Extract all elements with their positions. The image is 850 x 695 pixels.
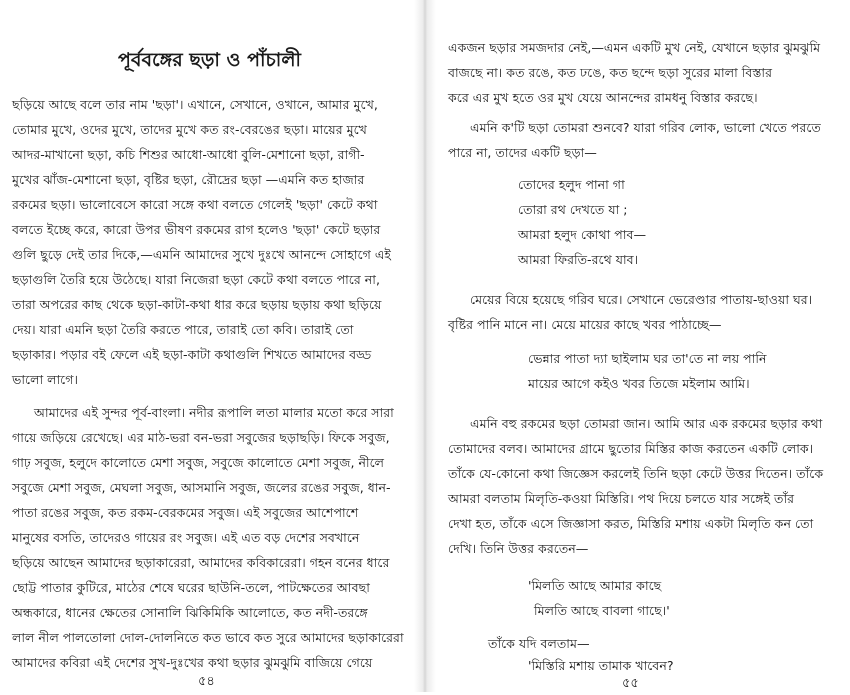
verse-line: মিলতি আছে বাবলা গাছে।' <box>534 603 670 618</box>
text-line: ছড়িয়ে আছে বলে তার নাম 'ছড়া'। এখানে, সেখানে, ওখানে, আমার মুখে, <box>12 97 378 112</box>
text-line: গায়ে জড়িয়ে রেখেছে। এর মাঠ-ভরা বন-ভরা সবুজের ছড়াছড়ি। ফিকে সবুজ, <box>12 430 390 445</box>
left-page <box>0 0 414 692</box>
text-line: দেখা হত, তাঁকে এসে জিজ্ঞাসা করত, মিস্তিরি মশায় একটা মিলৃতি কন তো <box>448 516 814 531</box>
text-line: গাঢ় সবুজ, হলুদে কালোতে মেশা সবুজ, সবুজে কালোতে মেশা সবুজ, নীলে <box>12 455 385 470</box>
text-line: তোমার মুখে, ওদের মুখে, তাদের মুখে কত রং-বেরঙের ছড়া। মায়ের মুখে <box>12 122 367 137</box>
text-line: সবুজে মেশা সবুজ, মেঘলা সবুজ, আসমানি সবুজ, জলের রঙের সবুজ, ধান- <box>12 480 391 495</box>
text-line: তাঁকে যদি বলতাম— <box>488 636 590 651</box>
book-gutter <box>414 0 436 692</box>
chapter-title: পূর্ববঙ্গের ছড়া ও পাঁচালী <box>118 49 301 71</box>
verse-line: 'মিলতি আছে আমার কাছে <box>528 578 662 593</box>
text-line: এমনি বহু রকমের ছড়া তোমরা জান। আমি আর এক রকমের ছড়ার কথা <box>470 416 823 431</box>
text-line: তোমাদের বলব। আমাদের গ্রামে ছুতোর মিস্তির কাজ করতেন একটি লোক। <box>448 441 814 456</box>
text-line: ছড়াকার। পড়ার বই ফেলে এই ছড়া-কাটা কথাগুলি শিখতে আমাদের বড্ড <box>12 347 372 362</box>
text-line: গুলি ছুড়ে দেই তার দিকে,—এমনি আমাদের সুখে দুঃখে আনন্দে সোহাগে এই <box>12 247 391 262</box>
text-line: পারে না, তাদের একটি ছড়া— <box>448 145 597 160</box>
page-number: ৫৫ <box>622 676 639 691</box>
text-line: ছোট্ট পাতার কুটিরে, মাঠের শেষে ঘরের ছাউনি-তলে, পাটক্ষেতের আবছা <box>12 580 370 595</box>
text-line: বাজছে না। কত রঙে, কত ঢঙে, কত ছন্দে ছড়া সুরের মালা বিস্তার <box>448 65 772 80</box>
text-line: ছড়িয়ে আছেন আমাদের ছড়াকারেরা, আমাদের কবিকারেরা। গহন বনের ধারে <box>12 555 390 570</box>
text-line: মুখের ঝাঁজ-মেশানো ছড়া, বৃষ্টির ছড়া, রৌদ্রের ছড়া —এমনি কত হাজার <box>12 172 365 187</box>
page-number: ৫৪ <box>198 674 215 689</box>
text-line: লাল নীল পালতোলা দোল-দোলনিতে কত ভাবে কত সুরে আমাদের ছড়াকারেরা <box>12 630 404 645</box>
text-line: আমাদের কবিরা এই দেশের সুখ-দুঃখের কথা ছড়ার ঝুমঝুমি বাজিয়ে গেয়ে <box>12 655 373 670</box>
text-line: বৃষ্টির পানি মানে না। মেয়ে মায়ের কাছে খবর পাঠাচ্ছে— <box>448 317 722 332</box>
text-line: দেয়। যারা এমনি ছড়া তৈরি করতে পারে, তারাই তো কবি। তারাই তো <box>12 322 354 337</box>
text-line: মানুষের বসতি, তাদেরও গায়ের রং সবুজ। এই এত বড় দেশের সবখানে <box>12 530 360 545</box>
text-line: ভালো লাগে। <box>12 372 78 387</box>
verse-line: আমরা হলুদ কোথা পাব— <box>518 227 647 242</box>
text-line: পাতা রঙের সবুজ, কত রকম-বেরকমের সবুজ। এই সবুজের আশেপাশে <box>12 505 359 520</box>
text-line: তাঁকে যে-কোনো কথা জিজ্ঞেস করলেই তিনি ছড়া কেটে উত্তর দিতেন। তাঁকে <box>448 466 824 481</box>
verse-line: তোরা রথ দেখতে যা ; <box>518 202 628 217</box>
text-line: একজন ছড়ার সমজদার নেই,—এমন একটি মুখ নেই, যেখানে ছড়ার ঝুমঝুমি <box>448 40 821 55</box>
text-line: তারা অপরের কাছ থেকে ছড়া-কাটা-কথা ধার করে ছড়ায় ছড়ায় কথা ছড়িয়ে <box>12 297 382 312</box>
verse-line: তোদের হলুদ পানা গা <box>518 177 625 192</box>
text-line: বলতে ইচ্ছে করে, কারো উপর ভীষণ রকমের রাগ হলেও 'ছড়া' কেটে ছড়ার <box>12 222 381 237</box>
text-line: অন্ধকারে, ধানের ক্ষেতের সোনালি ঝিকিমিকি আলোতে, কত নদী-তরঙ্গে <box>12 605 368 620</box>
verse-line: মায়ের আগে কইও খবর তিজে মইলাম আমি। <box>528 376 750 391</box>
text-line: দেখি। তিনি উত্তর করতেন— <box>448 541 589 556</box>
text-line: আদর-মাখানো ছড়া, কচি শিশুর আধো-আধো বুলি-মেশানো ছড়া, রাগী- <box>12 147 365 162</box>
text-line: রকমের ছড়া। ভালোবেসে কারো সঙ্গে কথা বলতে গেলেই 'ছড়া' কেটে কথা <box>12 197 378 212</box>
text-line: আমরা বলতাম মিলৃতি-কওয়া মিস্তিরি। পথ দিয়ে চলতে যার সঙ্গেই তাঁর <box>448 491 795 506</box>
text-line: ছড়াগুলি তৈরি হয়ে উঠেছে। যারা নিজেরা ছড়া কেটে কথা বলতে পারে না, <box>12 272 380 287</box>
text-line: মেয়ের বিয়ে হয়েছে গরিব ঘরে। সেখানে ভেরেণ্ডার পাতায়-ছাওয়া ঘর। <box>470 292 813 307</box>
text-line: আমাদের এই সুন্দর পূর্ব-বাংলা। নদীর রূপালি লতা মালার মতো করে সারা <box>34 405 394 420</box>
text-line: করে এর মুখ হতে ওর মুখ যেয়ে আনন্দের রামধনু বিস্তার করছে। <box>448 90 758 105</box>
text-line: এমনি ক'টি ছড়া তোমরা শুনবে? যারা গরিব লোক, ভালো খেতে পরতে <box>470 120 821 135</box>
verse-line: ভেন্নার পাতা দ্যা ছাইলাম ঘর তা'তে না লয় পানি <box>528 351 767 366</box>
right-page <box>436 0 850 692</box>
verse-line: আমরা ফিরতি-রথে যাব। <box>518 252 639 267</box>
verse-line: 'মিস্তিরি মশায় তামাক খাবেন? <box>528 658 674 673</box>
